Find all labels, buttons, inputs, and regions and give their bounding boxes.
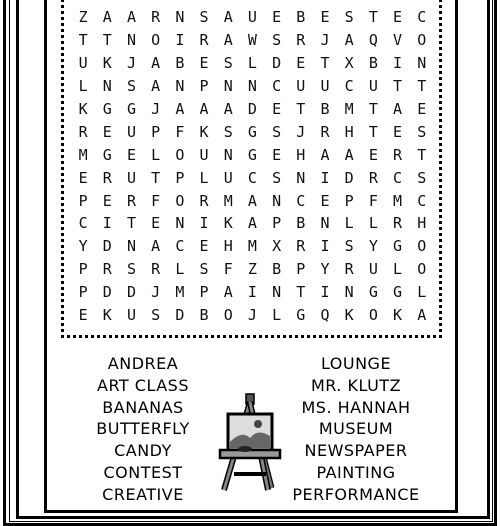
grid-letter[interactable]: A — [126, 8, 136, 27]
grid-letter[interactable]: T — [126, 214, 136, 233]
grid-letter[interactable]: P — [296, 260, 306, 279]
grid-letter[interactable]: B — [368, 54, 378, 73]
grid-letter[interactable]: P — [78, 260, 88, 279]
grid-letter[interactable]: O — [151, 31, 161, 50]
grid-letter[interactable]: M — [223, 191, 233, 210]
grid-letter[interactable]: P — [344, 191, 354, 210]
grid-letter[interactable]: S — [199, 260, 209, 279]
grid-letter[interactable]: S — [151, 306, 161, 325]
grid-letter[interactable]: E — [320, 191, 330, 210]
grid-letter[interactable]: U — [126, 168, 136, 187]
grid-letter[interactable]: B — [272, 260, 282, 279]
grid-letter[interactable]: X — [272, 237, 282, 256]
grid-letter[interactable]: K — [102, 54, 112, 73]
word-list-item: PERFORMANCE — [292, 484, 420, 504]
grid-letter[interactable]: J — [296, 122, 306, 141]
grid-letter[interactable]: J — [126, 54, 136, 73]
word-list-item: MR. KLUTZ — [310, 375, 402, 395]
grid-letter[interactable]: T — [78, 31, 88, 50]
grid-letter[interactable]: N — [175, 214, 185, 233]
grid-letter[interactable]: T — [296, 100, 306, 118]
grid-letter[interactable]: V — [393, 31, 403, 50]
grid-letter[interactable]: A — [247, 191, 257, 210]
grid-letter[interactable]: A — [151, 54, 161, 73]
word-list-item: CANDY — [114, 441, 172, 461]
grid-letter[interactable]: L — [393, 260, 403, 279]
grid-letter[interactable]: L — [417, 283, 427, 302]
grid-letter[interactable]: T — [393, 77, 403, 96]
grid-letter[interactable]: P — [199, 283, 209, 302]
grid-letter[interactable]: D — [126, 283, 136, 302]
grid-letter[interactable]: C — [175, 237, 185, 256]
grid-letter[interactable]: S — [272, 168, 282, 187]
grid-letter[interactable]: L — [272, 306, 282, 325]
grid-letter[interactable]: E — [272, 100, 282, 118]
grid-letter[interactable]: N — [223, 145, 233, 164]
word-list-item: ANDREA — [107, 354, 179, 373]
word-list-item: LOUNGE — [320, 354, 392, 373]
grid-letter[interactable]: P — [78, 283, 88, 302]
grid-letter[interactable]: S — [272, 122, 282, 141]
grid-letter[interactable]: D — [272, 54, 282, 73]
grid-letter[interactable]: H — [296, 145, 306, 164]
grid-letter[interactable]: J — [151, 283, 161, 302]
grid-letter[interactable]: P — [78, 191, 88, 210]
grid-letter[interactable]: U — [78, 54, 88, 73]
grid-letter[interactable]: R — [102, 260, 112, 279]
grid-letter[interactable]: E — [199, 237, 209, 256]
grid-letter[interactable]: D — [102, 283, 112, 302]
grid-letter[interactable]: E — [102, 191, 112, 210]
grid-letter[interactable]: J — [151, 100, 161, 118]
grid-letter[interactable]: S — [417, 122, 427, 141]
grid-letter[interactable]: O — [175, 191, 185, 210]
grid-letter[interactable]: N — [102, 77, 112, 96]
grid-letter[interactable]: R — [368, 168, 378, 187]
grid-letter[interactable]: C — [247, 168, 257, 187]
grid-letter[interactable]: F — [175, 122, 185, 141]
grid-letter[interactable]: G — [126, 100, 136, 118]
grid-letter[interactable]: E — [368, 145, 378, 164]
grid-letter[interactable]: Y — [78, 237, 88, 256]
grid-letter[interactable]: N — [223, 77, 233, 96]
grid-letter[interactable]: D — [175, 306, 185, 325]
grid-letter[interactable]: W — [247, 31, 257, 50]
grid-letter[interactable]: G — [102, 145, 112, 164]
grid-letter[interactable]: O — [175, 145, 185, 164]
grid-letter[interactable]: L — [247, 54, 257, 73]
grid-letter[interactable]: A — [175, 100, 185, 118]
grid-letter[interactable]: R — [296, 237, 306, 256]
grid-letter[interactable]: A — [344, 145, 354, 164]
grid-letter[interactable]: I — [247, 283, 257, 302]
grid-letter[interactable]: K — [102, 306, 112, 325]
grid-letter[interactable]: Z — [247, 260, 257, 279]
grid-letter[interactable]: K — [393, 306, 403, 325]
grid-letter[interactable]: T — [296, 283, 306, 302]
grid-letter[interactable]: A — [223, 100, 233, 118]
grid-letter[interactable]: D — [102, 237, 112, 256]
grid-letter[interactable]: N — [272, 283, 282, 302]
grid-letter[interactable]: R — [393, 145, 403, 164]
grid-letter[interactable]: S — [417, 168, 427, 187]
grid-letter[interactable]: A — [151, 77, 161, 96]
grid-letter[interactable]: N — [247, 77, 257, 96]
grid-letter[interactable]: P — [151, 122, 161, 141]
grid-letter[interactable]: N — [320, 214, 330, 233]
grid-letter[interactable]: U — [320, 77, 330, 96]
grid-letter[interactable]: A — [223, 283, 233, 302]
grid-letter[interactable]: N — [272, 191, 282, 210]
grid-letter[interactable]: I — [175, 31, 185, 50]
grid-letter[interactable]: A — [102, 8, 112, 27]
grid-letter[interactable]: C — [272, 77, 282, 96]
grid-letter[interactable]: L — [175, 260, 185, 279]
grid-letter[interactable]: R — [344, 260, 354, 279]
grid-letter[interactable]: Y — [368, 237, 378, 256]
grid-letter[interactable]: U — [368, 77, 378, 96]
grid-letter[interactable]: R — [102, 168, 112, 187]
grid-letter[interactable]: Q — [368, 31, 378, 50]
grid-letter[interactable]: G — [296, 306, 306, 325]
word-list-left — [78, 353, 208, 506]
grid-letter[interactable]: M — [247, 237, 257, 256]
grid-letter[interactable]: E — [417, 100, 427, 118]
grid-letter[interactable]: O — [223, 306, 233, 325]
grid-letter[interactable]: A — [344, 31, 354, 50]
grid-letter[interactable]: E — [78, 168, 88, 187]
grid-letter[interactable]: U — [199, 145, 209, 164]
word-list-item: ART CLASS — [97, 375, 189, 395]
grid-letter[interactable]: K — [344, 306, 354, 325]
word-list-item: CREATIVE — [102, 484, 184, 504]
grid-letter[interactable]: O — [417, 237, 427, 256]
grid-letter[interactable]: E — [272, 8, 282, 27]
grid-letter[interactable]: F — [223, 260, 233, 279]
grid-letter[interactable]: E — [393, 122, 403, 141]
grid-letter[interactable]: G — [247, 122, 257, 141]
grid-letter[interactable]: H — [223, 237, 233, 256]
word-list-item: NEWSPAPER — [304, 441, 408, 461]
grid-letter[interactable]: G — [393, 237, 403, 256]
grid-letter[interactable]: S — [126, 77, 136, 96]
grid-letter[interactable]: K — [223, 214, 233, 233]
grid-letter[interactable]: T — [320, 54, 330, 73]
word-list-right — [286, 353, 426, 506]
grid-letter[interactable]: O — [368, 306, 378, 325]
grid-letter[interactable]: O — [417, 260, 427, 279]
word-list-item: BUTTERFLY — [96, 419, 190, 439]
grid-letter[interactable]: N — [126, 237, 136, 256]
grid-letter[interactable]: T — [417, 145, 427, 164]
word-list-item: MS. HANNAH — [301, 397, 411, 417]
grid-letter[interactable]: M — [344, 100, 354, 118]
grid-letter[interactable]: U — [223, 168, 233, 187]
grid-letter[interactable]: N — [296, 168, 306, 187]
grid-letter[interactable]: I — [199, 214, 209, 233]
grid-letter[interactable]: J — [320, 31, 330, 50]
grid-letter[interactable]: G — [247, 145, 257, 164]
grid-letter[interactable]: R — [393, 214, 403, 233]
grid-letter[interactable]: O — [417, 31, 427, 50]
grid-letter[interactable]: X — [344, 54, 354, 73]
grid-letter[interactable]: E — [199, 54, 209, 73]
grid-letter[interactable]: A — [417, 306, 427, 325]
grid-letter[interactable]: D — [344, 168, 354, 187]
grid-letter[interactable]: R — [126, 191, 136, 210]
grid-letter[interactable]: N — [417, 54, 427, 73]
grid-letter[interactable]: T — [368, 8, 378, 27]
grid-letter[interactable]: I — [320, 283, 330, 302]
grid-letter[interactable]: E — [393, 8, 403, 27]
grid-letter[interactable]: N — [175, 8, 185, 27]
grid-letter[interactable]: U — [368, 260, 378, 279]
grid-letter[interactable]: A — [393, 100, 403, 118]
grid-letter[interactable]: S — [272, 31, 282, 50]
grid-letter[interactable]: U — [296, 77, 306, 96]
grid-letter[interactable]: E — [272, 145, 282, 164]
grid-letter[interactable]: B — [296, 214, 306, 233]
grid-letter[interactable]: R — [199, 191, 209, 210]
grid-letter[interactable]: A — [151, 237, 161, 256]
grid-letter[interactable]: M — [78, 145, 88, 164]
grid-letter[interactable]: A — [320, 145, 330, 164]
grid-letter[interactable]: Y — [320, 260, 330, 279]
grid-letter[interactable]: E — [296, 54, 306, 73]
letter-grid — [71, 6, 434, 326]
grid-letter[interactable]: C — [393, 168, 403, 187]
grid-letter[interactable]: Q — [320, 306, 330, 325]
grid-letter[interactable]: N — [344, 283, 354, 302]
grid-letter[interactable]: E — [102, 122, 112, 141]
grid-letter[interactable]: S — [199, 8, 209, 27]
grid-letter[interactable]: L — [344, 214, 354, 233]
grid-letter[interactable]: B — [320, 100, 330, 118]
grid-letter[interactable]: D — [247, 100, 257, 118]
word-list-item: BANANAS — [102, 397, 184, 417]
grid-letter[interactable]: G — [368, 283, 378, 302]
grid-letter[interactable]: R — [199, 31, 209, 50]
grid-letter[interactable]: M — [175, 283, 185, 302]
grid-letter[interactable]: S — [126, 260, 136, 279]
grid-letter[interactable]: R — [296, 31, 306, 50]
grid-letter[interactable]: T — [417, 77, 427, 96]
grid-letter[interactable]: P — [175, 168, 185, 187]
grid-letter[interactable]: E — [151, 214, 161, 233]
grid-letter[interactable]: U — [126, 122, 136, 141]
grid-letter[interactable]: L — [78, 77, 88, 96]
grid-letter[interactable]: A — [223, 8, 233, 27]
grid-letter[interactable]: A — [199, 100, 209, 118]
grid-letter[interactable]: E — [78, 306, 88, 325]
word-list-item: MUSEUM — [318, 419, 394, 439]
grid-letter[interactable]: C — [78, 214, 88, 233]
grid-letter[interactable]: S — [223, 122, 233, 141]
grid-letter[interactable]: S — [344, 237, 354, 256]
word-list-item: CONTEST — [103, 462, 183, 482]
grid-letter[interactable]: B — [296, 8, 306, 27]
grid-letter[interactable]: A — [247, 214, 257, 233]
grid-letter[interactable]: T — [368, 100, 378, 118]
grid-letter[interactable]: E — [320, 8, 330, 27]
grid-letter[interactable]: C — [417, 191, 427, 210]
easel-painting-icon — [210, 392, 290, 492]
grid-letter[interactable]: L — [368, 214, 378, 233]
grid-letter[interactable]: B — [175, 54, 185, 73]
grid-letter[interactable]: U — [126, 306, 136, 325]
grid-letter[interactable]: R — [151, 260, 161, 279]
grid-letter[interactable]: N — [175, 77, 185, 96]
grid-letter[interactable]: T — [102, 31, 112, 50]
grid-letter[interactable]: H — [417, 214, 427, 233]
grid-letter[interactable]: H — [344, 122, 354, 141]
grid-letter[interactable]: N — [126, 31, 136, 50]
grid-letter[interactable]: S — [344, 8, 354, 27]
grid-letter[interactable]: I — [320, 237, 330, 256]
grid-letter[interactable]: I — [393, 54, 403, 73]
grid-letter[interactable]: G — [393, 283, 403, 302]
grid-letter[interactable]: G — [102, 100, 112, 118]
grid-letter[interactable]: T — [151, 168, 161, 187]
grid-letter[interactable]: C — [296, 191, 306, 210]
grid-letter[interactable]: E — [126, 145, 136, 164]
grid-letter[interactable]: P — [272, 214, 282, 233]
grid-letter[interactable]: Z — [78, 8, 88, 27]
grid-letter[interactable]: T — [368, 122, 378, 141]
grid-letter[interactable]: C — [344, 77, 354, 96]
grid-letter[interactable]: K — [199, 122, 209, 141]
grid-letter[interactable]: I — [102, 214, 112, 233]
grid-letter[interactable]: L — [199, 168, 209, 187]
grid-letter[interactable]: P — [199, 77, 209, 96]
grid-letter[interactable]: U — [247, 8, 257, 27]
grid-letter[interactable]: A — [223, 31, 233, 50]
grid-letter[interactable]: R — [78, 122, 88, 141]
word-list-item: PAINTING — [316, 462, 396, 482]
grid-letter[interactable]: M — [393, 191, 403, 210]
grid-letter[interactable]: R — [320, 122, 330, 141]
grid-letter[interactable]: B — [199, 306, 209, 325]
grid-letter[interactable]: I — [320, 168, 330, 187]
grid-letter[interactable]: R — [151, 8, 161, 27]
grid-letter[interactable]: K — [78, 100, 88, 118]
grid-letter[interactable]: S — [223, 54, 233, 73]
grid-letter[interactable]: F — [368, 191, 378, 210]
grid-letter[interactable]: C — [417, 8, 427, 27]
grid-letter[interactable]: L — [151, 145, 161, 164]
grid-letter[interactable]: F — [151, 191, 161, 210]
grid-letter[interactable]: J — [247, 306, 257, 325]
